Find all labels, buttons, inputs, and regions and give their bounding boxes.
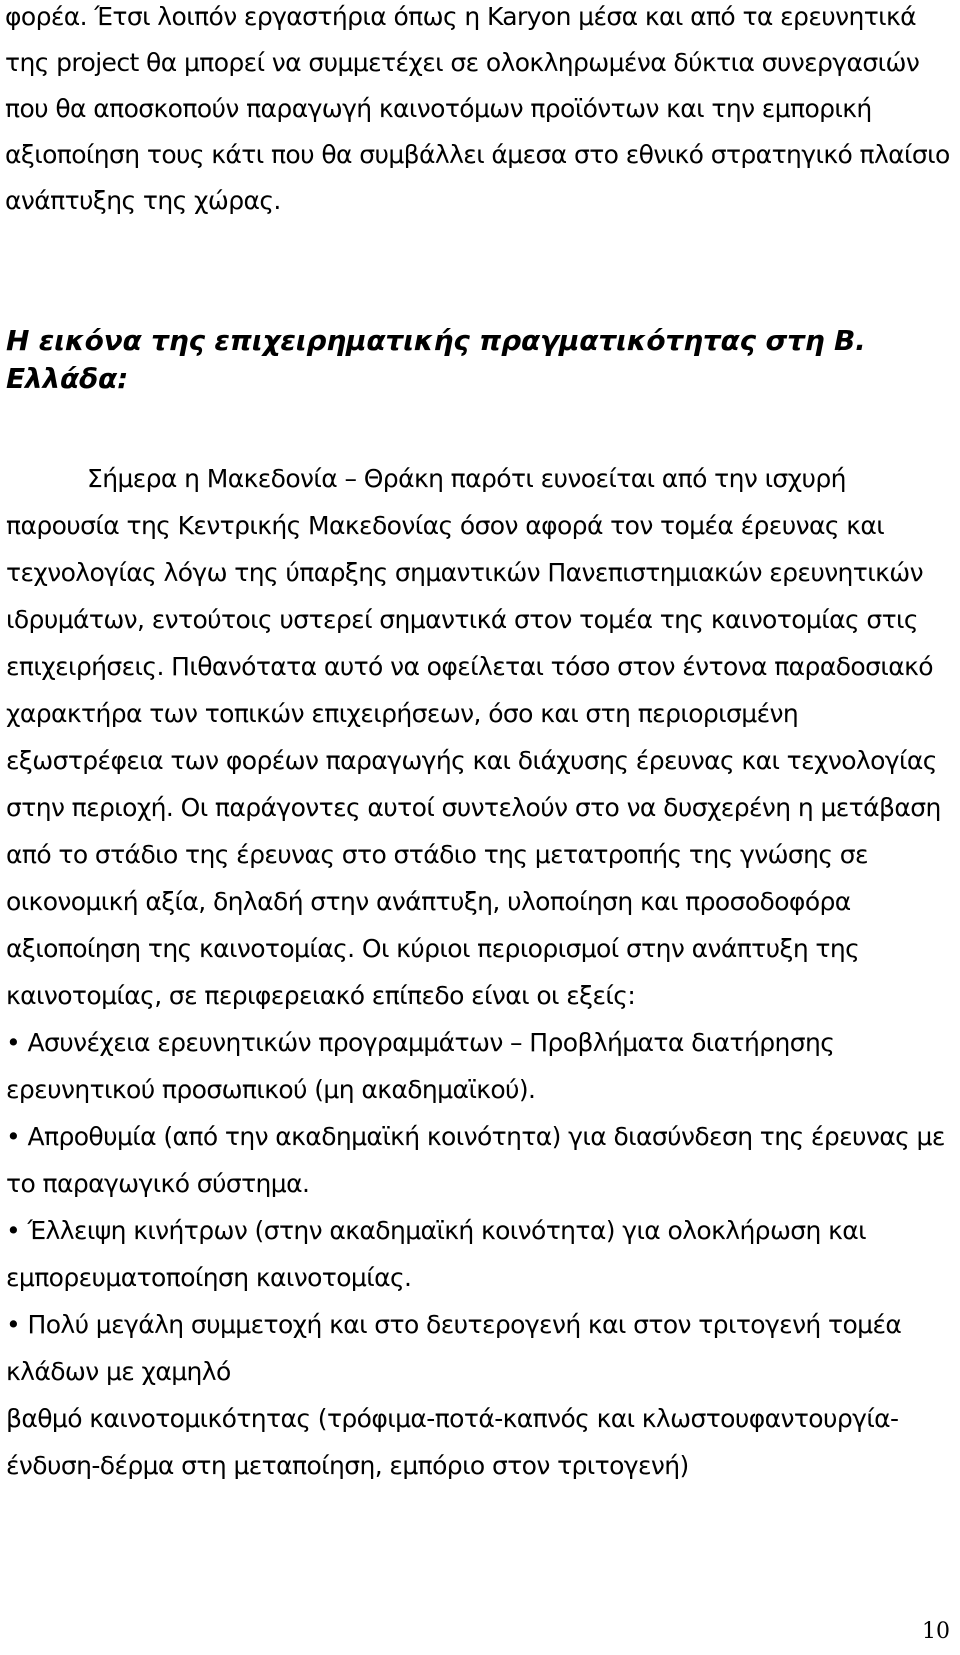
bullet-line: • Απροθυμία (από την ακαδημαϊκή κοινότητα) για διασύνδεση της έρευνας με bbox=[6, 1122, 945, 1151]
body-line: ιδρυμάτων, εντούτοις υστερεί σημαντικά στον τομέα της καινοτομίας στις bbox=[6, 605, 918, 634]
body-line: καινοτομίας, σε περιφερειακό επίπεδο είναι οι εξείς: bbox=[6, 981, 636, 1010]
body-line: οικονομική αξία, δηλαδή στην ανάπτυξη, υλοποίηση και προσοδοφόρα bbox=[6, 887, 851, 916]
heading-line: Ελλάδα: bbox=[6, 362, 129, 395]
intro-line: που θα αποσκοπούν παραγωγή καινοτόμων προϊόντων και την εμπορική bbox=[5, 94, 872, 123]
intro-line: ανάπτυξης της χώρας. bbox=[5, 186, 281, 215]
section-heading bbox=[6, 322, 946, 398]
body-text bbox=[6, 455, 956, 1489]
body-line: χαρακτήρα των τοπικών επιχειρήσεων, όσο και στη περιορισμένη bbox=[6, 699, 799, 728]
body-line: Σήμερα η Μακεδονία – Θράκη παρότι ευνοείται από την ισχυρή bbox=[87, 464, 846, 493]
bullet-line: • Ασυνέχεια ερευνητικών προγραμμάτων – Προβλήματα διατήρησης bbox=[6, 1028, 835, 1057]
bullet-line: κλάδων με χαμηλό bbox=[6, 1357, 231, 1386]
body-line: επιχειρήσεις. Πιθανότατα αυτό να οφείλεται τόσο στον έντονα παραδοσιακό bbox=[6, 652, 933, 681]
intro-line: αξιοποίηση τους κάτι που θα συμβάλλει άμεσα στο εθνικό στρατηγικό πλαίσιο bbox=[5, 140, 950, 169]
heading-line: Η εικόνα της επιχειρηματικής πραγματικότητας στη Β. bbox=[6, 324, 866, 357]
body-line: από το στάδιο της έρευνας στο στάδιο της μετατροπής της γνώσης σε bbox=[6, 840, 868, 869]
bullet-line: το παραγωγικό σύστημα. bbox=[6, 1169, 310, 1198]
page-number: 10 bbox=[922, 1619, 950, 1644]
intro-paragraph bbox=[5, 0, 955, 224]
bullet-line: ένδυση-δέρμα στη μεταποίηση, εμπόριο στον τριτογενή) bbox=[6, 1451, 689, 1480]
body-line: τεχνολογίας λόγω της ύπαρξης σημαντικών Πανεπιστημιακών ερευνητικών bbox=[6, 558, 923, 587]
bullet-line: • Έλλειψη κινήτρων (στην ακαδημαϊκή κοινότητα) για ολοκλήρωση και bbox=[6, 1216, 866, 1245]
bullet-line: βαθμό καινοτομικότητας (τρόφιμα-ποτά-καπνός και κλωστουφαντουργία- bbox=[6, 1404, 899, 1433]
intro-line: φορέα. Έτσι λοιπόν εργαστήρια όπως η Karyon μέσα και από τα ερευνητικά bbox=[5, 2, 917, 31]
bullet-line: • Πολύ μεγάλη συμμετοχή και στο δευτερογενή και στον τριτογενή τομέα bbox=[6, 1310, 902, 1339]
intro-line: της project θα μπορεί να συμμετέχει σε ολοκληρωμένα δύκτια συνεργασιών bbox=[5, 48, 920, 77]
body-line: αξιοποίηση της καινοτομίας. Οι κύριοι περιορισμοί στην ανάπτυξη της bbox=[6, 934, 860, 963]
bullet-line: εμπορευματοποίηση καινοτομίας. bbox=[6, 1263, 412, 1292]
body-line: παρουσία της Κεντρικής Μακεδονίας όσον αφορά τον τομέα έρευνας και bbox=[6, 511, 885, 540]
bullet-line: ερευνητικού προσωπικού (μη ακαδημαϊκού). bbox=[6, 1075, 536, 1104]
body-line: στην περιοχή. Οι παράγοντες αυτοί συντελούν στο να δυσχερένη η μετάβαση bbox=[6, 793, 941, 822]
body-line: εξωστρέφεια των φορέων παραγωγής και διάχυσης έρευνας και τεχνολογίας bbox=[6, 746, 937, 775]
